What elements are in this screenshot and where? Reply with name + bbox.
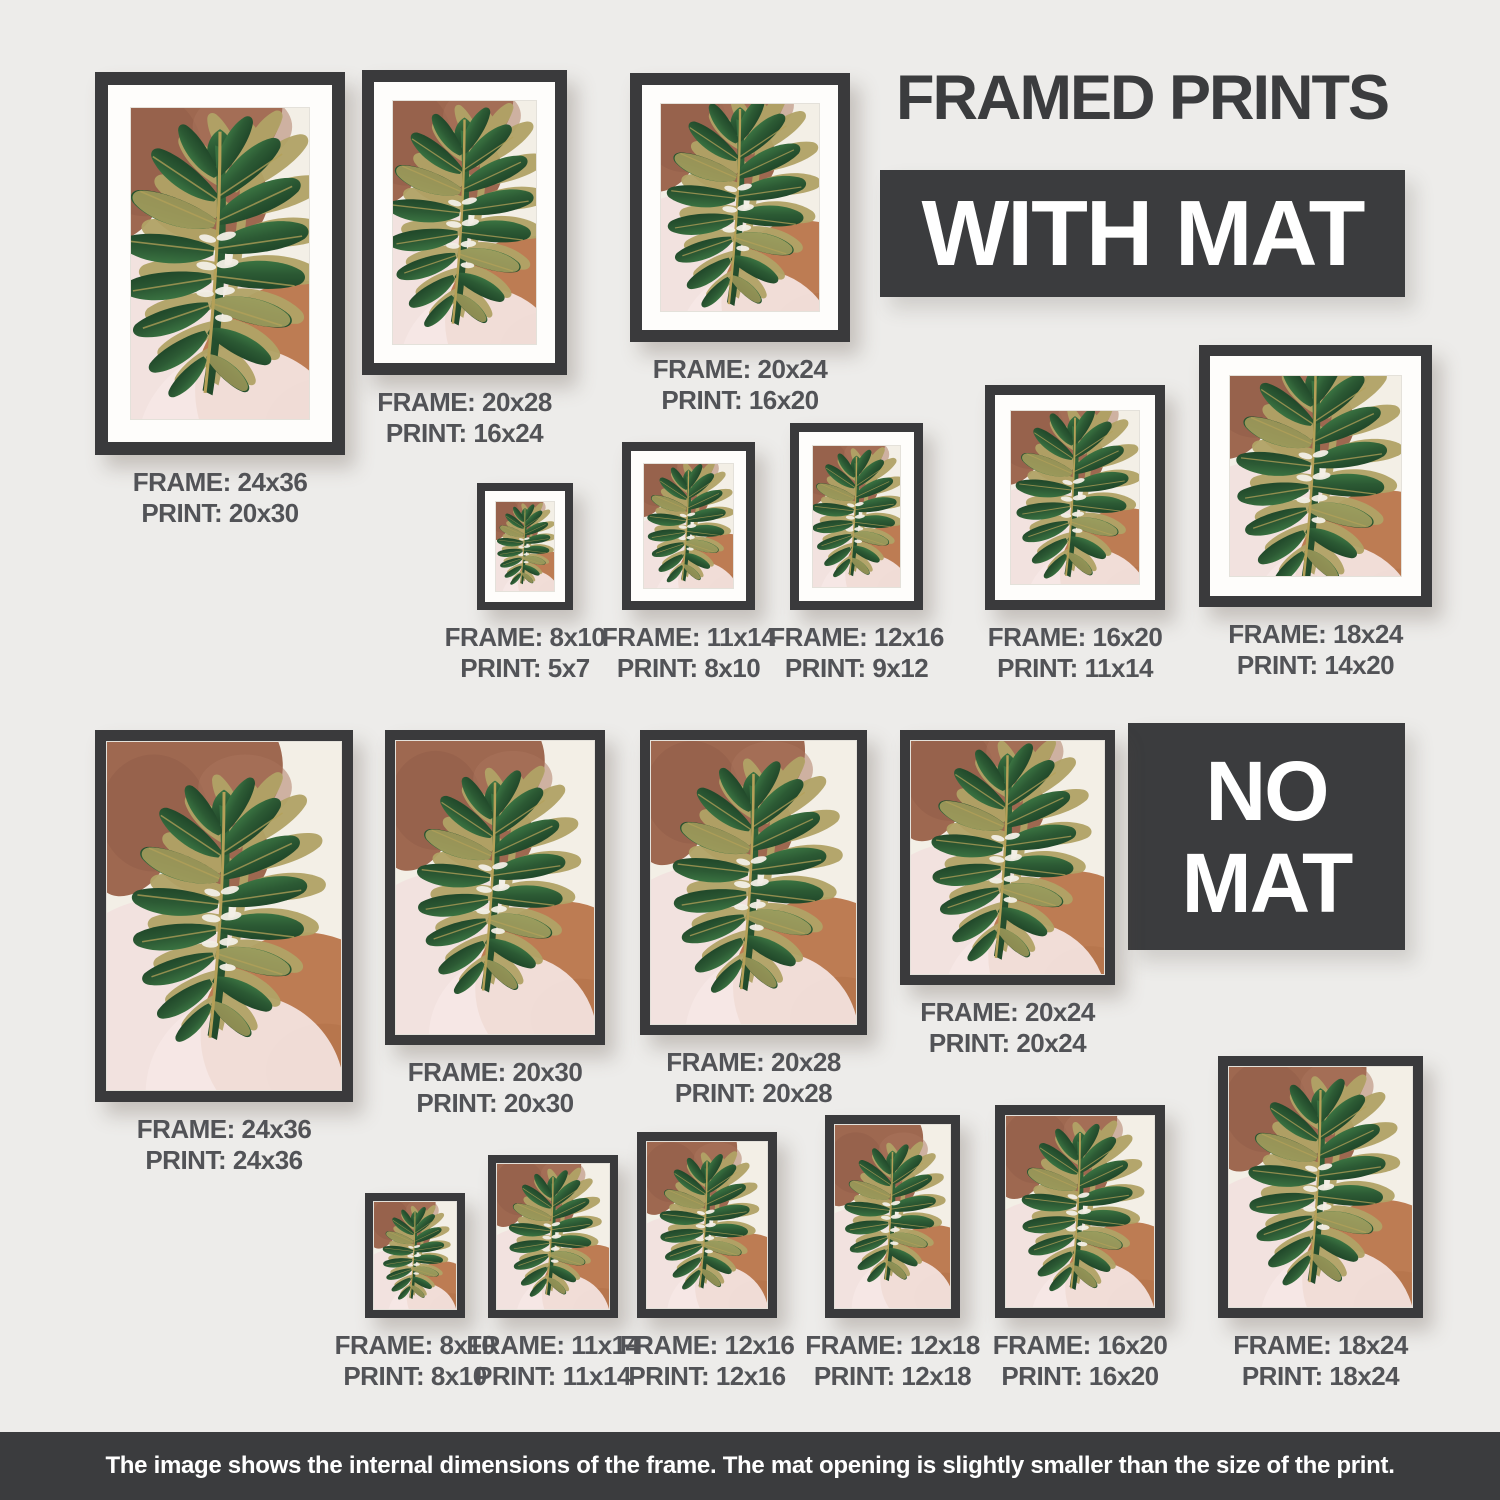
with-mat-frame-7 — [1199, 345, 1432, 681]
art-print — [812, 445, 901, 588]
frame-print-area — [650, 740, 857, 1025]
frame-size-label — [653, 354, 828, 416]
with-mat-frame-3 — [444, 483, 606, 684]
print-dimension: PRINT: 16x20 — [1001, 1361, 1159, 1391]
print-dimension: PRINT: 5x7 — [460, 653, 590, 683]
art-print — [834, 1124, 951, 1309]
frame-box — [1199, 345, 1432, 607]
frame-dimension: FRAME: 20x28 — [666, 1047, 841, 1077]
frame-mat — [1210, 356, 1421, 596]
frame-box — [622, 442, 755, 610]
monstera-artwork — [1229, 1067, 1412, 1307]
print-dimension: PRINT: 11x14 — [475, 1361, 631, 1391]
frame-dimension: FRAME: 20x24 — [652, 354, 828, 384]
frame-box — [985, 385, 1165, 610]
monstera-artwork — [496, 502, 554, 591]
frame-size-label — [133, 467, 308, 529]
frame-box — [900, 730, 1115, 985]
no-mat-heading — [1128, 723, 1405, 950]
frame-size-label — [993, 1330, 1168, 1392]
frame-box — [637, 1132, 777, 1318]
frame-size-label — [805, 1330, 980, 1392]
frame-box — [362, 70, 567, 375]
no-mat-frame-1 — [385, 730, 605, 1119]
frame-dimension: FRAME: 20x24 — [920, 997, 1095, 1027]
art-print — [392, 100, 537, 345]
frame-print-area — [834, 1124, 951, 1309]
monstera-artwork — [1006, 1116, 1154, 1307]
frame-dimension: FRAME: 16x20 — [987, 622, 1163, 652]
frame-box — [825, 1115, 960, 1318]
frame-size-label — [769, 622, 944, 684]
frame-size-label — [445, 622, 606, 684]
frame-box — [630, 73, 850, 342]
print-dimension: PRINT: 16x20 — [661, 385, 819, 415]
art-print — [643, 463, 734, 589]
no-mat-frame-2 — [640, 730, 867, 1109]
frame-box — [1218, 1056, 1423, 1318]
frame-dimension: FRAME: 8x10 — [444, 622, 606, 652]
frame-size-label — [137, 1114, 312, 1176]
monstera-artwork — [393, 101, 536, 344]
footer-note: The image shows the internal dimensions of the frame. The mat opening is slightly smaller than the size of the print. — [105, 1452, 1395, 1479]
monstera-artwork — [497, 1164, 609, 1309]
no-mat-frame-9 — [1218, 1056, 1423, 1392]
art-print — [1228, 1066, 1413, 1308]
monstera-artwork — [647, 1142, 767, 1308]
frame-mat — [374, 82, 555, 363]
frame-size-label — [666, 1047, 841, 1109]
with-mat-heading-label: WITH MAT — [921, 181, 1364, 285]
no-mat-frame-6 — [619, 1132, 795, 1392]
monstera-artwork — [813, 446, 900, 587]
frame-dimension: FRAME: 12x16 — [769, 622, 944, 652]
frame-print-area — [1005, 1115, 1155, 1308]
monstera-artwork — [835, 1125, 950, 1308]
art-print — [646, 1141, 768, 1309]
no-mat-frame-4 — [334, 1193, 496, 1392]
no-mat-frame-3 — [900, 730, 1115, 1059]
frame-print-area — [395, 740, 595, 1035]
with-mat-frame-2 — [630, 73, 850, 416]
frame-box — [95, 730, 353, 1102]
print-dimension: PRINT: 20x28 — [674, 1078, 833, 1108]
frame-mat — [642, 85, 838, 330]
no-mat-heading-label: NO MAT — [1181, 743, 1352, 930]
frame-box — [95, 72, 345, 455]
page-title: FRAMED PRINTS — [896, 63, 1388, 133]
with-mat-frame-6 — [985, 385, 1165, 684]
frame-dimension: FRAME: 18x24 — [1228, 619, 1403, 649]
frame-dimension: FRAME: 11x14 — [466, 1330, 640, 1360]
monstera-artwork — [661, 104, 819, 311]
frame-size-label — [602, 622, 775, 684]
with-mat-frame-4 — [601, 442, 776, 684]
print-dimension: PRINT: 16x24 — [385, 418, 544, 448]
footer-note-bar — [0, 1432, 1500, 1500]
frame-box — [385, 730, 605, 1045]
frame-mat — [995, 395, 1155, 600]
frame-size-label — [920, 997, 1095, 1059]
no-mat-frame-0 — [95, 730, 353, 1176]
frame-dimension: FRAME: 11x14 — [601, 622, 776, 652]
print-dimension: PRINT: 8x10 — [343, 1361, 487, 1391]
frame-box — [790, 423, 923, 610]
frame-mat — [631, 451, 746, 601]
print-dimension: PRINT: 20x30 — [141, 498, 299, 528]
no-mat-frame-8 — [992, 1105, 1168, 1392]
frame-dimension: FRAME: 12x16 — [619, 1330, 795, 1360]
frame-box — [488, 1155, 618, 1318]
monstera-artwork — [651, 741, 856, 1024]
art-print — [130, 107, 310, 420]
art-print — [1229, 375, 1402, 577]
no-mat-frame-7 — [805, 1115, 980, 1392]
frame-print-area — [910, 740, 1105, 975]
monstera-artwork — [644, 464, 733, 588]
frame-size-label — [408, 1057, 583, 1119]
frame-mat — [485, 491, 565, 602]
print-dimension: PRINT: 8x10 — [616, 653, 761, 683]
frame-print-area — [496, 1163, 610, 1310]
frame-dimension: FRAME: 16x20 — [992, 1330, 1168, 1360]
frame-dimension: FRAME: 24x36 — [132, 467, 308, 497]
frame-box — [995, 1105, 1165, 1318]
monstera-artwork — [374, 1202, 456, 1309]
frame-size-label — [466, 1330, 639, 1392]
monstera-artwork — [396, 741, 594, 1034]
frame-size-label — [377, 387, 552, 449]
with-mat-frame-5 — [769, 423, 944, 684]
monstera-artwork — [107, 742, 341, 1090]
frame-box — [365, 1193, 465, 1318]
print-dimension: PRINT: 20x24 — [928, 1028, 1087, 1058]
print-dimension: PRINT: 18x24 — [1241, 1361, 1400, 1391]
frame-dimension: FRAME: 12x18 — [805, 1330, 980, 1360]
monstera-artwork — [1230, 376, 1401, 576]
art-print — [1005, 1115, 1155, 1308]
frame-mat — [799, 432, 914, 601]
art-print — [496, 1163, 610, 1310]
art-print — [395, 740, 595, 1035]
frame-print-area — [1228, 1066, 1413, 1308]
frame-box — [477, 483, 573, 610]
frame-size-label — [620, 1330, 795, 1392]
with-mat-frame-1 — [362, 70, 567, 449]
frame-dimension: FRAME: 18x24 — [1233, 1330, 1408, 1360]
frame-dimension: FRAME: 8x10 — [334, 1330, 496, 1360]
frame-print-area — [646, 1141, 768, 1309]
with-mat-frame-0 — [95, 72, 345, 529]
frame-dimension: FRAME: 20x30 — [407, 1057, 583, 1087]
frame-size-label — [1228, 619, 1403, 681]
art-print — [1010, 410, 1140, 585]
art-print — [106, 741, 342, 1091]
print-dimension: PRINT: 20x30 — [416, 1088, 574, 1118]
frame-print-area — [373, 1201, 457, 1310]
print-dimension: PRINT: 11x14 — [997, 653, 1153, 683]
no-mat-frame-5 — [466, 1155, 640, 1392]
art-print — [373, 1201, 457, 1310]
monstera-artwork — [911, 741, 1104, 974]
frame-dimension: FRAME: 24x36 — [136, 1114, 312, 1144]
print-dimension: PRINT: 24x36 — [145, 1145, 303, 1175]
art-print — [910, 740, 1105, 975]
print-dimension: PRINT: 9x12 — [784, 653, 929, 683]
print-dimension: PRINT: 14x20 — [1236, 650, 1395, 680]
frame-mat — [108, 85, 332, 442]
frame-dimension: FRAME: 20x28 — [377, 387, 552, 417]
art-print — [650, 740, 857, 1025]
frame-print-area — [106, 741, 342, 1091]
monstera-artwork — [131, 108, 309, 419]
print-dimension: PRINT: 12x16 — [628, 1361, 786, 1391]
monstera-artwork — [1011, 411, 1139, 584]
frame-size-label — [988, 622, 1163, 684]
frame-size-label — [1233, 1330, 1408, 1392]
art-print — [660, 103, 820, 312]
frame-box — [640, 730, 867, 1035]
art-print — [495, 501, 555, 592]
with-mat-heading — [880, 170, 1405, 297]
print-dimension: PRINT: 12x18 — [813, 1361, 972, 1391]
